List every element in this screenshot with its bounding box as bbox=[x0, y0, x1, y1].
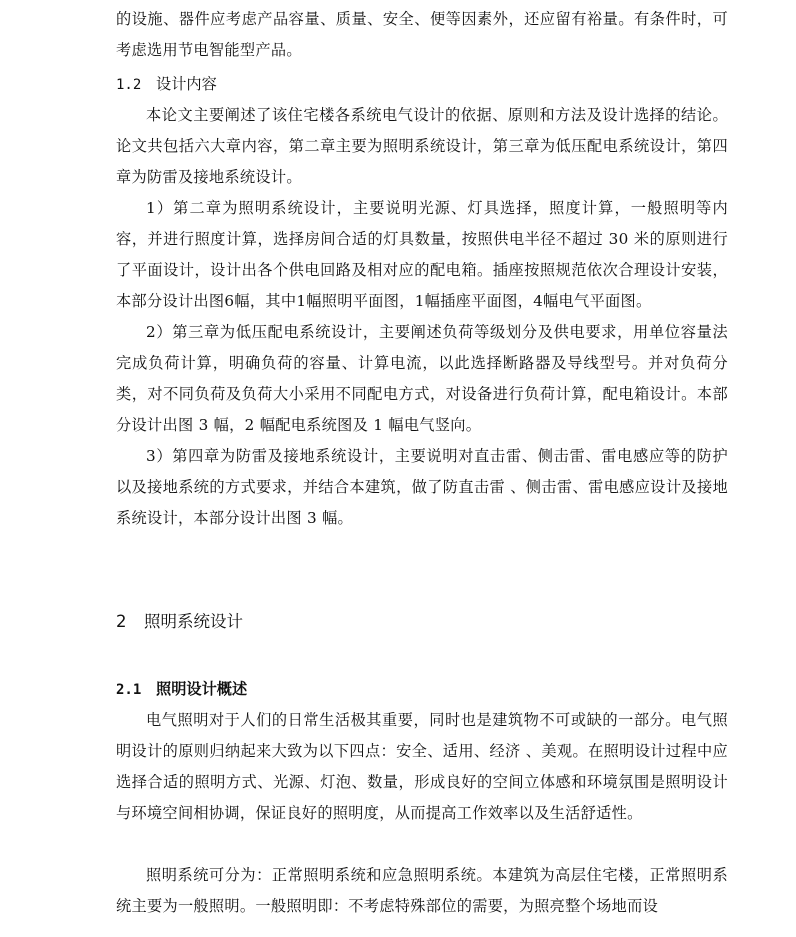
paragraph-chapter-3-summary: 2）第三章为低压配电系统设计，主要阐述负荷等级划分及供电要求，用单位容量法完成负荷计算，明确负荷的容量、计算电流，以此选择断路器及导线型号。并对负荷分类，对不同负荷及负荷大小采用不同配电方式，对设备进行负荷计算，配电箱设计。本部分设计出图 3 幅，2 幅配电系统图及 1 幅电气竖向。 bbox=[116, 323, 728, 434]
chapter-heading-2 bbox=[116, 606, 243, 637]
paragraph-intro-tail: 的设施、器件应考虑产品容量、质量、安全、便等因素外，还应留有裕量。有条件时，可考虑选用节电智能型产品。 bbox=[116, 10, 728, 59]
section-title: 照明设计概述 bbox=[156, 680, 248, 698]
section-heading-1-2 bbox=[116, 69, 217, 101]
section-number: 2.1 bbox=[116, 682, 142, 698]
paragraph-lighting-overview: 电气照明对于人们的日常生活极其重要，同时也是建筑物不可或缺的一部分。电气照明设计的原则归纳起来大致为以下四点：安全、适用、经济 、美观。在照明设计过程中应选择合适的照明方式、光源、灯泡、数量，形成良好的空间立体感和环境氛围是照明设计与环境空间相协调，保证良好的照明度，从而提高工作效率以及生活舒适性。 bbox=[116, 711, 728, 822]
paragraph-thesis-overview: 本论文主要阐述了该住宅楼各系统电气设计的依据、原则和方法及设计选择的结论。论文共包括六大章内容，第二章主要为照明系统设计，第三章为低压配电系统设计，第四章为防雷及接地系统设计。 bbox=[116, 106, 728, 186]
section-number: 1.2 bbox=[116, 77, 142, 93]
paragraph-chapter-4-summary: 3）第四章为防雷及接地系统设计，主要说明对直击雷、侧击雷、雷电感应等的防护以及接地系统的方式要求，并结合本建筑，做了防直击雷 、侧击雷、雷电感应设计及接地系统设计，本部分设计出图 3 幅。 bbox=[116, 447, 728, 527]
chapter-number: 2 bbox=[116, 612, 127, 631]
section-title: 设计内容 bbox=[156, 75, 217, 93]
section-heading-2-1 bbox=[116, 674, 247, 706]
paragraph-chapter-2-summary: 1）第二章为照明系统设计，主要说明光源、灯具选择，照度计算，一般照明等内容，并进行照度计算，选择房间合适的灯具数量，按照供电半径不超过 30 米的原则进行了平面设计，设计出各个供电回路及相对应的配电箱。插座按照规范依次合理设计安装，本部分设计出图6幅，其中1幅照明平面图，1幅插座平面图，4幅电气平面图。 bbox=[116, 199, 728, 310]
chapter-title: 照明系统设计 bbox=[144, 612, 243, 631]
paragraph-lighting-systems: 照明系统可分为：正常照明系统和应急照明系统。本建筑为高层住宅楼，正常照明系统主要为一般照明。一般照明即：不考虑特殊部位的需要，为照亮整个场地而设 bbox=[116, 866, 728, 915]
